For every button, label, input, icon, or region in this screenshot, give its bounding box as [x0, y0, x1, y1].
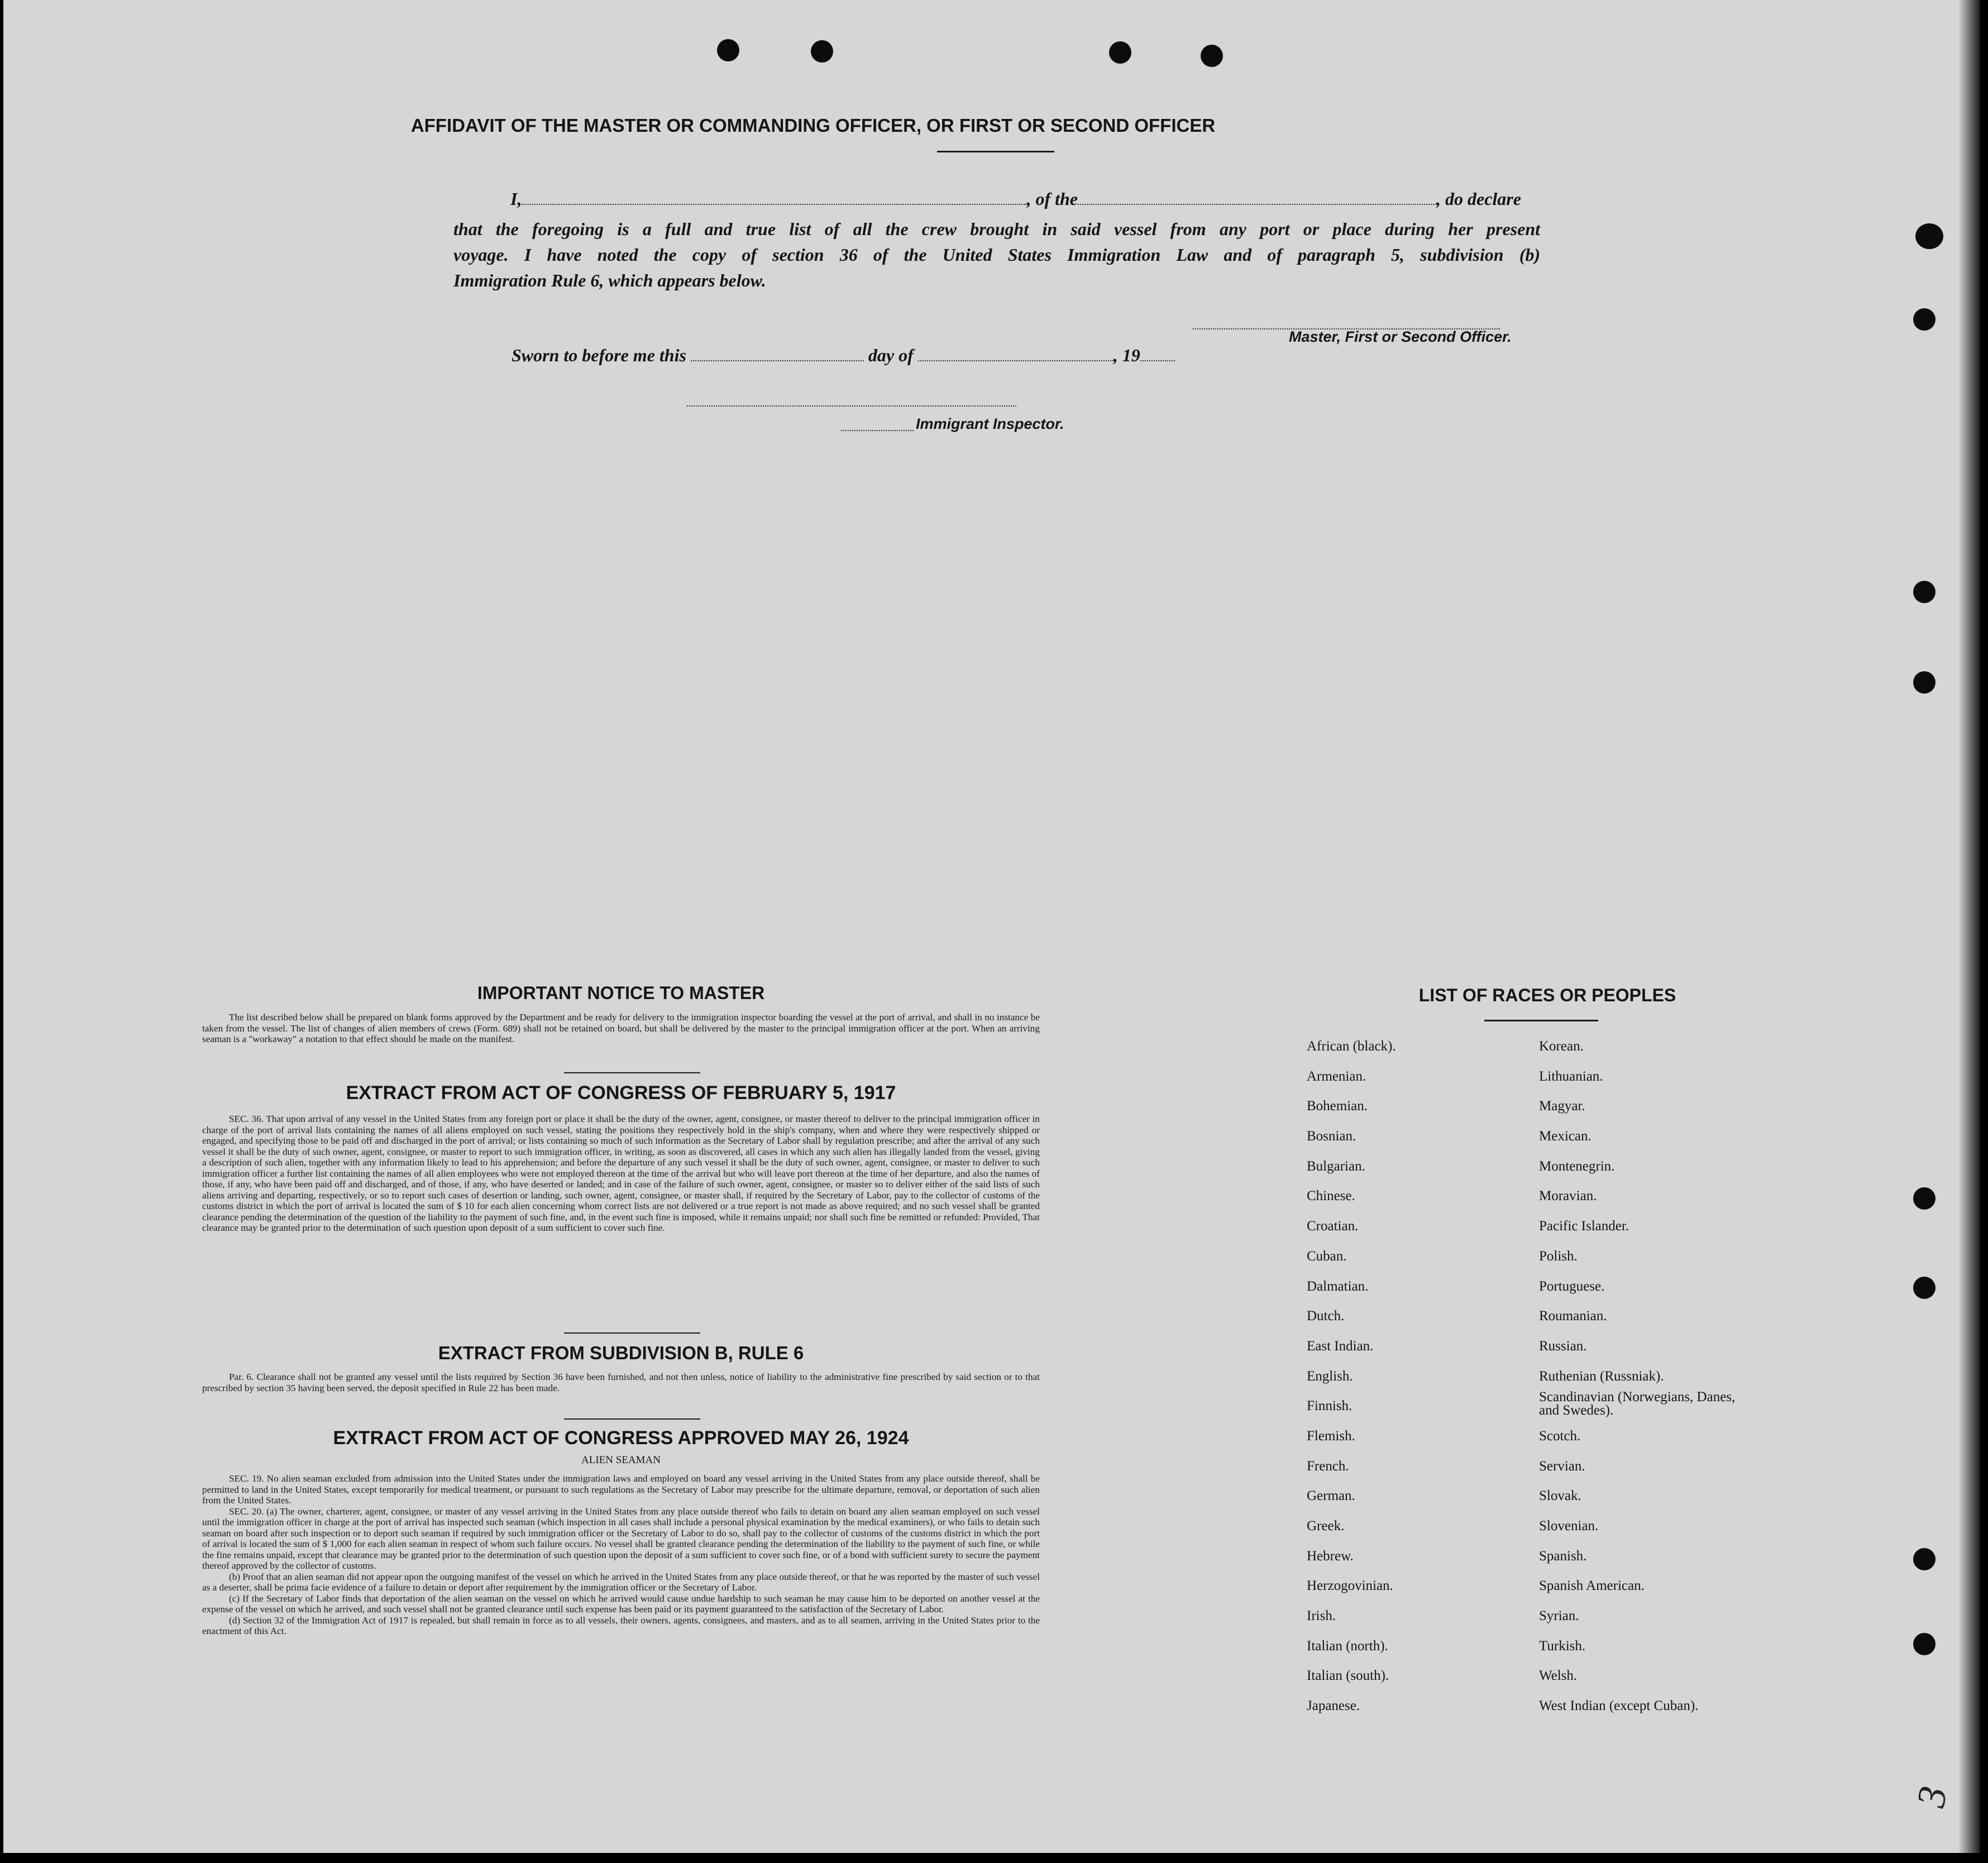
punch-hole — [1915, 223, 1943, 249]
race-item: Chinese. — [1307, 1188, 1355, 1204]
punch-hole — [1109, 41, 1131, 64]
sec20a-paragraph: SEC. 20. (a) The owner, charterer, agent, consignee, or master of any vessel arriving in the United States from any place outside thereof who fails to detain on board any alien seaman employed on such vessel until the immigration officer in charge at the port of arrival has inspected such seaman (which inspection in all cases shall include a personal physical examination by the medical examiners), or who fails to detain such seaman on board after such inspection or to deport such seaman if required by such immigration officer or the Secretary of Labor to do so, shall pay to the collector of customs of the customs district in which the port of arrival is located the sum of $ 1,000 for each alien seaman in respect of whom such failure occurs. No vessel shall be granted clearance pending the determination of the liability to the payment of such fine, or while the fine remains unpaid, except that clearance may be granted prior to the determination of such question upon the deposit of a sum sufficient to cover such fine, or of a bond with sufficient surety to secure the payment thereof approved by the collector of customs. — [202, 1506, 1040, 1571]
section-rule — [564, 1072, 700, 1073]
day-field[interactable] — [691, 346, 864, 361]
races-right-column — [1539, 1039, 1740, 1728]
officer-signature-field[interactable] — [1193, 314, 1500, 329]
race-item: English. — [1307, 1368, 1353, 1384]
race-item: Bohemian. — [1307, 1098, 1368, 1114]
sec20b-paragraph: (b) Proof that an alien seaman did not appear upon the outgoing manifest of the vessel on which he arrived in the United States from any place outside thereof, or that he was reported by the master of such vessel as a deserter, shall be prima facie evidence of a failure to detain or deport after requirement by the immigration officer or the Secretary of Labor. — [202, 1571, 1040, 1593]
race-item: Slovenian. — [1539, 1518, 1599, 1534]
rule6-text — [202, 1372, 1040, 1393]
race-item: Croatian. — [1307, 1219, 1359, 1234]
punch-hole — [1913, 581, 1936, 603]
inspector-signature-field[interactable] — [687, 391, 1016, 407]
document-page — [3, 0, 1980, 1853]
alien-seaman-subtitle: ALIEN SEAMAN — [581, 1454, 661, 1466]
inspector-signature-label: Immigrant Inspector. — [916, 415, 1064, 432]
race-item: French. — [1307, 1458, 1349, 1474]
declaration-line — [510, 189, 1521, 209]
title-rule — [937, 151, 1054, 152]
punch-hole — [717, 39, 739, 61]
race-item: Mexican. — [1539, 1129, 1592, 1144]
year-prefix-label: , 19 — [1113, 345, 1140, 365]
race-item: Japanese. — [1307, 1698, 1360, 1714]
race-item: Dutch. — [1307, 1308, 1345, 1324]
declaration-intro: I, — [510, 189, 522, 209]
race-item: Welsh. — [1539, 1668, 1578, 1684]
race-item: Dalmatian. — [1307, 1278, 1369, 1294]
extract-1924-text — [202, 1473, 1040, 1637]
race-item: Servian. — [1539, 1458, 1585, 1474]
race-item: Italian (north). — [1307, 1638, 1388, 1654]
punch-hole — [811, 40, 833, 63]
year-field[interactable] — [1140, 346, 1175, 361]
punch-hole — [1913, 1277, 1936, 1299]
race-item: Irish. — [1307, 1608, 1336, 1624]
race-item: Korean. — [1539, 1039, 1584, 1054]
name-field[interactable] — [522, 189, 1026, 205]
punch-hole — [1913, 1187, 1936, 1210]
race-item: Greek. — [1307, 1518, 1345, 1534]
race-item: Magyar. — [1539, 1098, 1585, 1114]
handwritten-page-number: 3 — [1908, 1783, 1956, 1811]
race-item: Montenegrin. — [1539, 1158, 1615, 1174]
section-rule — [564, 1418, 700, 1420]
race-item: Spanish American. — [1539, 1578, 1645, 1594]
race-item: Russian. — [1539, 1338, 1587, 1354]
race-item: Herzogovinian. — [1307, 1578, 1393, 1594]
race-item: Finnish. — [1307, 1398, 1353, 1414]
race-item: Spanish. — [1539, 1548, 1587, 1564]
title-rule — [1484, 1020, 1598, 1021]
vessel-field[interactable] — [1078, 189, 1436, 205]
race-item: Pacific Islander. — [1539, 1219, 1629, 1234]
race-item: Turkish. — [1539, 1638, 1586, 1654]
do-declare-label: , do declare — [1436, 189, 1521, 209]
race-item: Moravian. — [1539, 1188, 1597, 1204]
race-item: Flemish. — [1307, 1428, 1355, 1444]
race-item: Italian (south). — [1307, 1668, 1389, 1684]
extract-1917-paragraph: SEC. 36. That upon arrival of any vessel in the United States from any foreign port or place it shall be the duty of the owner, agent, consignee, or master thereof to deliver to the principal immigration officer in charge of the port of arrival lists containing the names of all aliens employed on such vessel, stating the positions they respectively hold in the ship's company, when and where they were respectively shipped or engaged, and specifying those to be paid off and discharged in the port of arrival; or lists containing so much of such information as the Secretary of Labor shall by regulation prescribe; and after the arrival of any such vessel it shall be the duty of such owner, agent, consignee, or master to report to such immigration officer, in writing, as soon as discovered, all cases in which any such alien has illegally landed from the vessel, giving a description of such alien, together with any information likely to lead to his apprehension; and before the departure of any such vessel it shall be the duty of such owner, agent, consignee, or master to deliver to such immigration officer a further list containing the names of all alien employees who were not employed thereon at the time of the arrival but who will leave port thereon at the time of her departure, and also the names of those, if any, who have been paid off and discharged, and of those, if any, who have deserted or landed; and in case of the failure of such owner, agent, consignee, or master so to deliver either of the said lists of such aliens arriving and departing, respectively, or so to report such cases of desertion or landing, such owner, agent, consignee, or master shall, if required by the Secretary of Labor, pay to the collector of customs of the customs district in which the port of arrival is located the sum of $ 10 for each alien concerning whom correct lists are not delivered or a true report is not made as above required; and no such vessel shall be granted clearance pending the determination of the question of the liability to the payment of such fine, and, in the event such fine is imposed, while it remains unpaid; nor shall such fine be remitted or refunded: Provided, That clearance may be granted prior to the determination of such question upon deposit of a sum sufficient to cover such fine. — [202, 1114, 1040, 1233]
race-item: Lithuanian. — [1539, 1068, 1603, 1084]
punch-hole — [1913, 1548, 1936, 1570]
of-the-label: , of the — [1026, 189, 1078, 209]
inspector-signature-field-short[interactable] — [841, 415, 914, 431]
affidavit-body-line: voyage. I have noted the copy of section 36 of the United States Immigration Law and of paragraph 5, subdivision (b) — [453, 245, 1540, 265]
race-item: Slovak. — [1539, 1488, 1581, 1504]
rule6-paragraph: Par. 6. Clearance shall not be granted any vessel until the lists required by Section 36 have been furnished, and not then unless, notice of liability to the administrative fine prescribed by said section or to that prescribed by section 35 having been served, the deposit specified in Rule 22 has been made. — [202, 1372, 1040, 1393]
notice-title: IMPORTANT NOTICE TO MASTER — [477, 983, 765, 1003]
punch-hole — [1913, 308, 1936, 331]
race-item: Scandinavian (Norwegians, Danes, and Swedes). — [1539, 1389, 1736, 1418]
officer-signature-label: Master, First or Second Officer. — [1289, 328, 1512, 345]
race-item: Syrian. — [1539, 1608, 1579, 1624]
races-left-column — [1307, 1039, 1396, 1728]
race-item: German. — [1307, 1488, 1355, 1504]
day-of-label: day of — [868, 345, 914, 365]
sec20d-paragraph: (d) Section 32 of the Immigration Act of 1917 is repealed, but shall remain in force as to all vessels, their owners, agents, consignees, and masters, and as to all seamen, arriving in the United States prior to the enactment of this Act. — [202, 1614, 1040, 1636]
extract-1917-text — [202, 1114, 1040, 1234]
affidavit-body-line: Immigration Rule 6, which appears below. — [453, 270, 766, 290]
race-item: Cuban. — [1307, 1248, 1347, 1264]
punch-hole — [1913, 671, 1936, 694]
race-item: Armenian. — [1307, 1068, 1366, 1084]
race-item: East Indian. — [1307, 1338, 1374, 1354]
notice-paragraph: The list described below shall be prepared on blank forms approved by the Department and be ready for delivery to the immigration inspector boarding the vessel at the port of arrival, and shall in no instance be taken from the vessel. The list of changes of alien members of crews (Form. 689) shall not be retained on board, but shall be delivered by the master to the principal immigration officer at the port. When an arriving seaman is a "workaway" a notation to that effect should be made on the manifest. — [202, 1012, 1040, 1044]
month-field[interactable] — [918, 346, 1114, 361]
race-item: Ruthenian (Russniak). — [1539, 1368, 1664, 1384]
extract-1924-title: EXTRACT FROM ACT OF CONGRESS APPROVED MAY 26, 1924 — [333, 1427, 909, 1449]
race-item: Portuguese. — [1539, 1278, 1605, 1294]
sec20c-paragraph: (c) If the Secretary of Labor finds that deportation of the alien seaman on the vessel on which he arrived would cause undue hardship to such seaman he may cause him to be deported on another vessel at the expense of the vessel on which he arrived, and such vessel shall not be granted clearance until such expense has been paid or its payment guaranteed to the satisfaction of the Secretary of Labor. — [202, 1593, 1040, 1614]
page-edge-shadow — [1959, 0, 1980, 1853]
race-item: West Indian (except Cuban). — [1539, 1698, 1699, 1714]
rule6-title: EXTRACT FROM SUBDIVISION B, RULE 6 — [438, 1343, 804, 1363]
race-item: Hebrew. — [1307, 1548, 1354, 1564]
affidavit-title: AFFIDAVIT OF THE MASTER OR COMMANDING OFFICER, OR FIRST OR SECOND OFFICER — [410, 115, 1216, 136]
punch-hole — [1913, 1633, 1936, 1655]
notice-text — [202, 1012, 1040, 1045]
race-item: Roumanian. — [1539, 1308, 1607, 1324]
race-item: African (black). — [1307, 1039, 1396, 1054]
sworn-line — [512, 345, 1175, 366]
race-item: Bulgarian. — [1307, 1158, 1365, 1174]
affidavit-body-line: that the foregoing is a full and true list of all the crew brought in said vessel from any port or place during her present — [453, 219, 1540, 239]
sec19-paragraph: SEC. 19. No alien seaman excluded from admission into the United States under the immigration laws and employed on board any vessel arriving in the United States from any place outside thereof, shall be permitted to land in the United States, except temporarily for medical treatment, or pursuant to such regulations as the Secretary of Labor may prescribe for the ultimate departure, removal, or deportation of such alien from the United States. — [202, 1473, 1040, 1506]
sworn-label: Sworn to before me this — [512, 345, 686, 365]
punch-hole — [1201, 45, 1223, 67]
section-rule — [564, 1332, 700, 1334]
races-title: LIST OF RACES OR PEOPLES — [1418, 985, 1676, 1005]
race-item: Polish. — [1539, 1248, 1578, 1264]
extract-1917-title: EXTRACT FROM ACT OF CONGRESS OF FEBRUARY 5, 1917 — [346, 1082, 896, 1104]
race-item: Scotch. — [1539, 1428, 1581, 1444]
race-item: Bosnian. — [1307, 1129, 1356, 1144]
